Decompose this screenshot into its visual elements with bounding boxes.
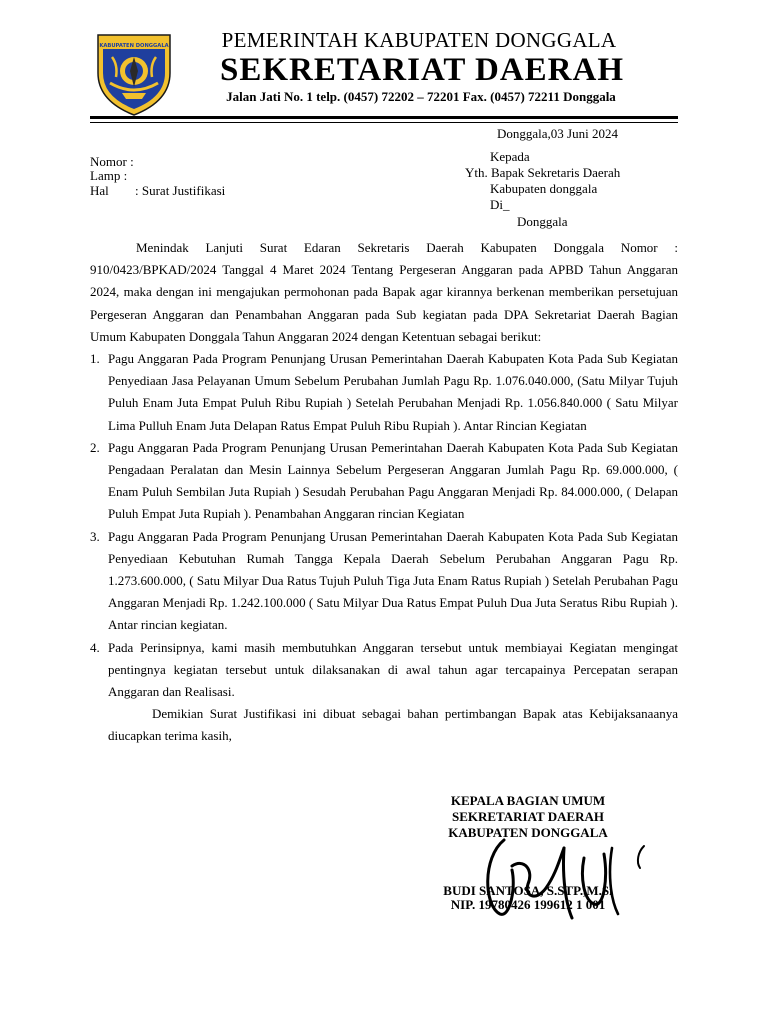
list-number: 1.	[90, 351, 100, 367]
signatory-nip: NIP. 19780426 199612 1 001	[450, 897, 606, 912]
list-number: 4.	[90, 639, 100, 655]
recipient-line-4: Donggala	[517, 214, 568, 229]
list-text: Pada Perinsipnya, kami masih membutuhkan Anggaran tersebut untuk membiayai Kegiatan mengingat pentingnya kegiatan tersebut untuk dilaksanakan di awal tahun agar tercapainya Percepatan serapan Anggaran dan Realisasi.	[108, 639, 678, 700]
list-item	[90, 348, 678, 437]
list-text: Pagu Anggaran Pada Program Penunjang Urusan Pemerintahan Daerah Kabupaten Kota Pada Sub Kegiatan Pengadaan Peralatan dan Mesin Lainnya Sebelum Pergeseran Anggaran Jumlah Pagu Rp. 69.000.000, ( Enam Puluh Sembilan Juta Rupiah ) Sesudah Perubahan Pagu Anggaran Menjadi Rp. 84.000.000, ( Delapan Puluh Empat Juta Rupiah ). Penambahan Anggaran rincian Kegiatan	[108, 439, 678, 522]
nomor-label: Nomor :	[90, 154, 134, 169]
office-name: SEKRETARIAT DAERAH	[220, 52, 624, 88]
hal-label: Hal	[90, 183, 109, 198]
office-address: Jalan Jati No. 1 telp. (0457) 72202 – 72201 Fax. (0457) 72211 Donggala	[226, 89, 616, 104]
recipient-line-1: Yth. Bapak Sekretaris Daerah	[465, 165, 621, 180]
recipient-kepada: Kepada	[490, 149, 530, 164]
letterhead-rule-thick	[90, 116, 678, 119]
list-number: 2.	[90, 439, 100, 455]
list-number: 3.	[90, 528, 100, 544]
letter-date: Donggala,03 Juni 2024	[497, 126, 618, 141]
donggala-regency-logo	[92, 27, 176, 117]
signatory-title-3: KABUPATEN DONGGALA	[448, 825, 608, 840]
signatory-title-1: KEPALA BAGIAN UMUM	[450, 793, 606, 808]
lamp-label: Lamp :	[90, 168, 128, 183]
list-item	[90, 637, 678, 704]
recipient-line-3: Di_	[490, 197, 510, 212]
list-item	[90, 437, 678, 526]
institution-name: PEMERINTAH KABUPATEN DONGGALA	[221, 28, 617, 52]
intro-paragraph: Menindak Lanjuti Surat Edaran Sekretaris Daerah Kabupaten Donggala Nomor : 910/0423/BPKAD/2024 Tanggal 4 Maret 2024 Tentang Pergeseran Anggaran pada APBD Tahun Anggaran 2024, maka dengan ini mengajukan permohonan pada Bapak agar kirannya berkenan memberikan persetujuan Pergeseran Anggaran dan Penambahan Anggaran pada Sub kegiatan pada DPA Sekretariat Daerah Bagian Umum Kabupaten Donggala Tahun Anggaran 2024 dengan Ketentuan sebagai berikut:	[90, 240, 678, 344]
closing-paragraph: Demikian Surat Justifikasi ini dibuat sebagai bahan pertimbangan Bapak atas Kebijaksanaanya diucapkan terima kasih,	[108, 706, 678, 744]
letterhead-rule-thin	[90, 122, 678, 123]
hal-value: : Surat Justifikasi	[135, 183, 226, 198]
list-text: Pagu Anggaran Pada Program Penunjang Urusan Pemerintahan Daerah Kabupaten Kota Pada Sub Kegiatan Penyediaan Kebutuhan Rumah Tangga Kepala Daerah Sebelum Perubahan Anggaran Pagu Rp. 1.273.600.000, ( Satu Milyar Dua Ratus Tujuh Puluh Tiga Juta Enam Ratus Rupiah ) Setelah Perubahan Pagu Anggaran Menjadi Rp. 1.242.100.000 ( Satu Milyar Dua Ratus Empat Puluh Dua Juta Seratus Ribu Rupiah ). Antar rincian kegiatan.	[108, 528, 678, 633]
list-text: Pagu Anggaran Pada Program Penunjang Urusan Pemerintahan Daerah Kabupaten Kota Pada Sub Kegiatan Penyediaan Jasa Pelayanan Umum Sebelum Perubahan Jumlah Pagu Rp. 1.076.040.000, (Satu Milyar Tujuh Puluh Enam Juta Empat Puluh Ribu Rupiah ) Setelah Perubahan Menjadi Rp. 1.056.840.000 ( Satu Milyar Lima Pulluh Enam Juta Delapan Ratus Empat Puluh Ribu Rupiah ). Antar Rincian Kegiatan	[108, 351, 678, 433]
signatory-title-2: SEKRETARIAT DAERAH	[451, 809, 605, 824]
list-item	[90, 526, 678, 637]
provision-list	[90, 348, 678, 703]
recipient-line-2: Kabupaten donggala	[490, 181, 598, 196]
logo-text: KABUPATEN DONGGALA	[99, 43, 169, 49]
letter-body	[90, 237, 678, 748]
signatory-name: BUDI SANTOSA, S.STP.,M.Si	[443, 883, 613, 898]
